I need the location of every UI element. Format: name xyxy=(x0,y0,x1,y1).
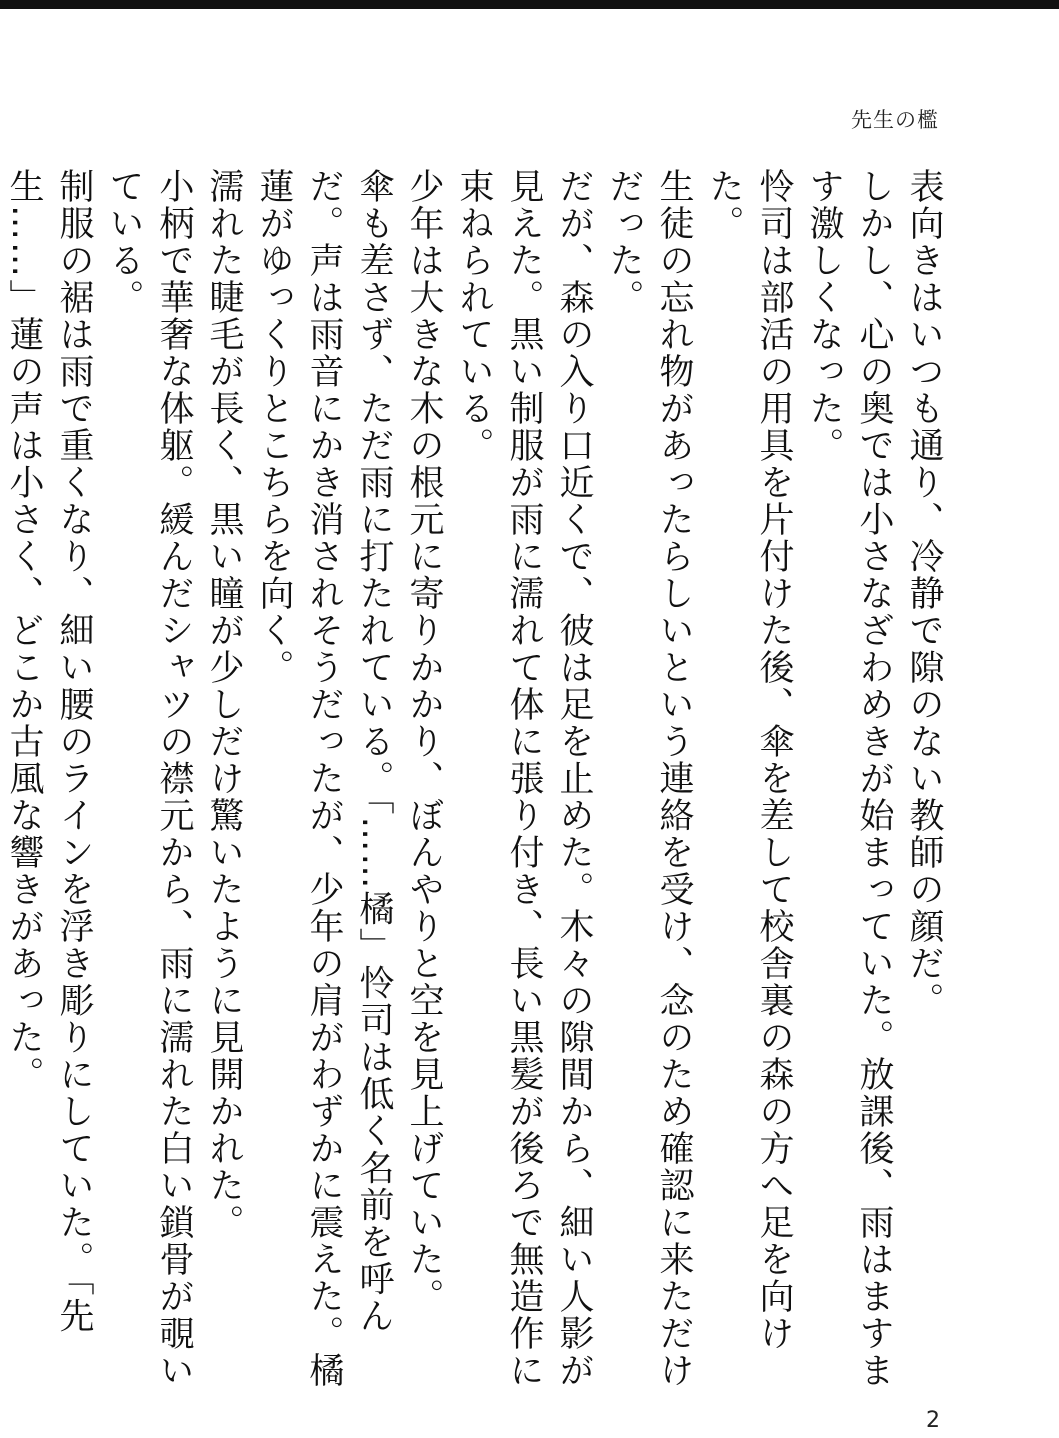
body-text xyxy=(4,168,949,1408)
running-title: 先生の檻 xyxy=(851,108,939,132)
paragraph: 濡れた睫毛が長く、黒い瞳が少しだけ驚いたように見開かれた。 xyxy=(204,168,244,1241)
top-border-bar xyxy=(0,0,1059,9)
paragraph: 傘も差さず、ただ雨に打たれている。「……橘」怜司は低く名前を呼んだ。声は雨音にかき消されそうだったが、少年の肩がわずかに震えた。橘蓮がゆっくりとこちらを向く。 xyxy=(254,168,394,1389)
paragraph: 制服の裾は雨で重くなり、細い腰のラインを浮き彫りにしていた。「先生……」蓮の声は小さく、どこか古風な響きがあった。 xyxy=(4,168,94,1335)
paragraph: 少年は大きな木の根元に寄りかかり、ぼんやりと空を見上げていた。 xyxy=(404,168,444,1315)
paragraph: だが、森の入り口近くで、彼は足を止めた。木々の隙間から、細い人影が見えた。黒い制服が雨に濡れて体に張り付き、長い黒髪が後ろで無造作に束ねられている。 xyxy=(454,168,594,1389)
paragraph: 生徒の忘れ物があったらしいという連絡を受け、念のため確認に来ただけだった。 xyxy=(604,168,694,1389)
page-number: 2 xyxy=(926,1408,940,1433)
paragraph: 小柄で華奢な体躯。緩んだシャツの襟元から、雨に濡れた白い鎖骨が覗いている。 xyxy=(104,168,194,1389)
paragraph: しかし、心の奥では小さなざわめきが始まっていた。放課後、雨はますます激しくなった。 xyxy=(804,168,894,1389)
paragraph: 怜司は部活の用具を片付けた後、傘を差して校舎裏の森の方へ足を向けた。 xyxy=(704,168,794,1352)
paragraph: 表向きはいつも通り、冷静で隙のない教師の顔だ。 xyxy=(904,168,944,1019)
